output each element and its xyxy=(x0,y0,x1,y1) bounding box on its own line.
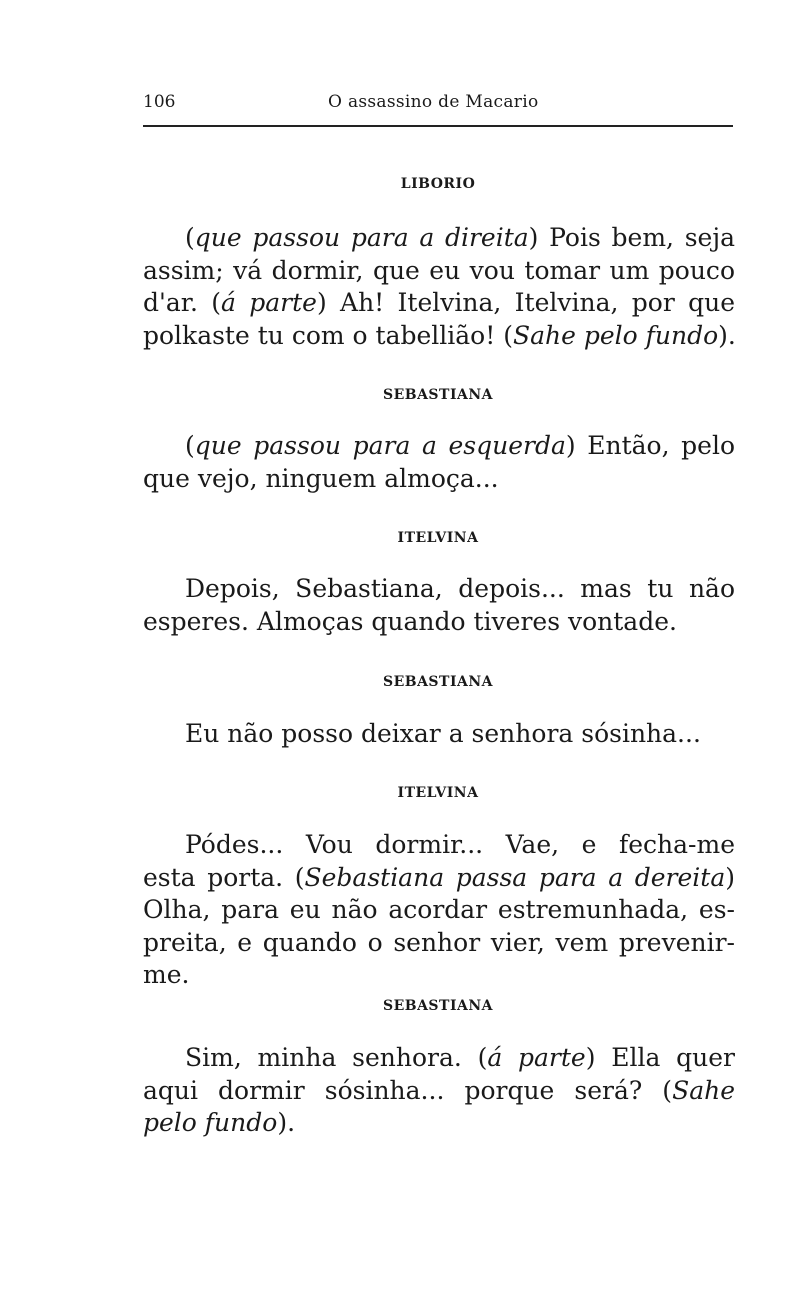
running-title: O assassino de Macario xyxy=(328,92,539,112)
stage-direction-text: á parte xyxy=(221,288,317,317)
stage-direction-text: Sahe xyxy=(672,1075,735,1105)
dialogue-text: Olha, para eu não acordar estremunhada, es- xyxy=(143,895,735,924)
speech-line xyxy=(143,894,735,927)
dialogue-text: ( xyxy=(185,431,195,460)
dialogue-text: Eu não posso deixar a senhora sósinha... xyxy=(185,719,701,748)
speech-line xyxy=(143,606,735,639)
dialogue-text: Pódes... Vou dormir... Vae, e fecha-me xyxy=(185,830,735,859)
dialogue-text: preita, e quando o senhor vier, vem prevenir- xyxy=(143,927,735,957)
stage-direction-text: pelo fundo xyxy=(143,1108,278,1137)
dialogue-text: d'ar. ( xyxy=(143,288,222,317)
dialogue-text: aqui dormir sósinha... porque será? ( xyxy=(143,1075,673,1105)
stage-direction-text: que passou para a direita xyxy=(194,223,529,252)
dialogue-text: ) xyxy=(725,862,735,892)
speech-line xyxy=(143,320,735,353)
speech-block xyxy=(143,573,735,638)
dialogue-text: polkaste tu com o tabellião! ( xyxy=(143,320,513,350)
header-rule xyxy=(143,125,733,127)
dialogue-text: ). xyxy=(718,320,736,350)
speech-block xyxy=(143,1042,735,1140)
dialogue-text: Depois, Sebastiana, depois... mas tu não xyxy=(185,574,735,603)
speech-line xyxy=(143,255,735,288)
dialogue-text: que vejo, ninguem almoça... xyxy=(143,463,499,493)
speaker-name: SEBASTIANA xyxy=(382,674,494,690)
speech-line xyxy=(143,1042,735,1075)
stage-direction-text: Sebastiana passa para a dereita xyxy=(304,862,726,892)
stage-direction-text: Sahe pelo fundo xyxy=(512,320,719,350)
speech-block xyxy=(143,222,735,352)
stage-direction-text: á parte xyxy=(487,1043,586,1072)
speech-line xyxy=(143,222,735,255)
running-head xyxy=(143,92,733,118)
dialogue-text: ) Ah! Itelvina, Itelvina, por que xyxy=(316,288,735,317)
speech-block xyxy=(143,430,735,495)
dialogue-text: me. xyxy=(143,960,190,989)
speaker-name: SEBASTIANA xyxy=(382,387,494,403)
speaker-name: LIBORIO xyxy=(400,176,476,192)
speech-block xyxy=(143,718,735,751)
dialogue-text: assim; vá dormir, que eu vou tomar um pouco xyxy=(143,255,735,285)
page-number: 106 xyxy=(143,92,176,112)
speech-line xyxy=(143,430,735,463)
speech-line xyxy=(143,1075,735,1108)
speech-block xyxy=(143,829,735,992)
dialogue-text: ) Então, pelo xyxy=(565,431,735,460)
speech-line xyxy=(143,287,735,320)
speech-line xyxy=(143,959,735,992)
speech-line xyxy=(143,1107,735,1140)
speech-line xyxy=(143,718,735,751)
speaker-name: ITELVINA xyxy=(397,530,479,546)
speech-line xyxy=(143,463,735,496)
dialogue-text: ) Ella quer xyxy=(585,1043,735,1072)
dialogue-text: esperes. Almoças quando tiveres vontade. xyxy=(143,606,677,636)
dialogue-text: Sim, minha senhora. ( xyxy=(185,1043,488,1072)
dialogue-text: ). xyxy=(277,1108,296,1137)
stage-direction-text: que passou para a esquerda xyxy=(194,431,566,460)
dialogue-text: esta porta. ( xyxy=(143,862,305,892)
speaker-name: ITELVINA xyxy=(397,785,479,801)
dialogue-text: ( xyxy=(185,223,195,252)
speech-line xyxy=(143,927,735,960)
speaker-name: SEBASTIANA xyxy=(382,998,494,1014)
speech-line xyxy=(143,573,735,606)
speech-line xyxy=(143,829,735,862)
dialogue-text: ) Pois bem, seja xyxy=(528,223,735,252)
speech-line xyxy=(143,862,735,895)
